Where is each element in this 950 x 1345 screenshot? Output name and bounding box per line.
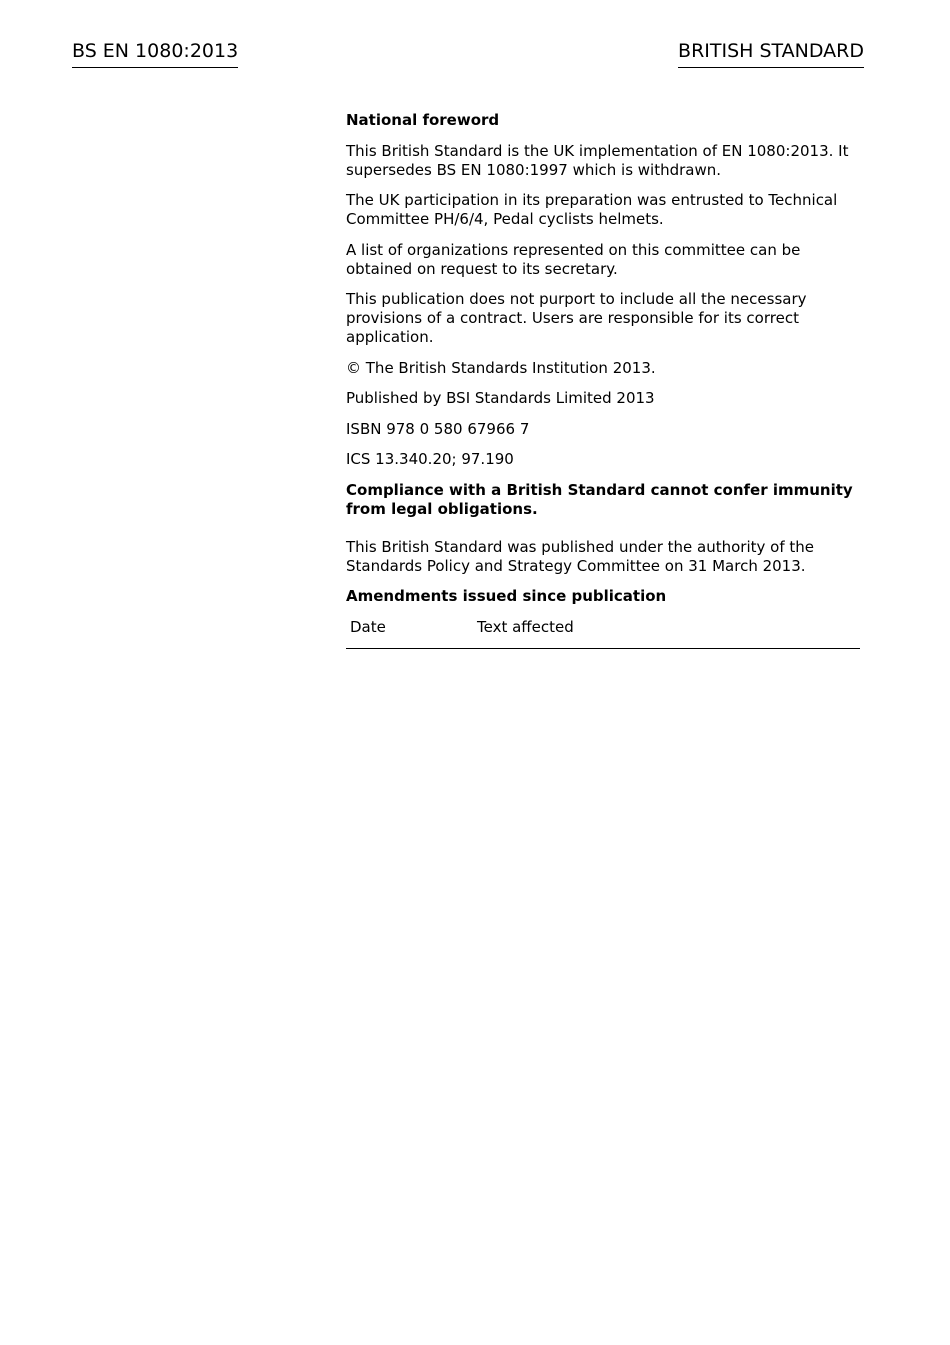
- foreword-paragraph-committee: The UK participation in its preparation was entrusted to Technical Committee PH/6/4, Pedal cyclists helmets.: [346, 191, 838, 228]
- publisher-line: Published by BSI Standards Limited 2013: [346, 389, 655, 407]
- header-doc-type: BRITISH STANDARD: [678, 38, 864, 68]
- amendments-table: [346, 618, 860, 649]
- foreword-paragraph-implementation: This British Standard is the UK implementation of EN 1080:2013. It supersedes BS EN 1080:1997 which is withdrawn.: [346, 141, 849, 179]
- amendments-column-date: Date: [346, 618, 473, 649]
- amendments-title: Amendments issued since publication: [346, 587, 667, 605]
- foreword-title: National foreword: [346, 111, 500, 129]
- amendments-header-row: [346, 618, 860, 649]
- national-foreword-section: [346, 111, 860, 649]
- foreword-paragraph-organizations: A list of organizations represented on this committee can be obtained on request to its secretary.: [346, 240, 801, 278]
- authority-statement: This British Standard was published under the authority of the Standards Policy and Strategy Committee on 31 March 2013.: [346, 537, 815, 575]
- foreword-paragraph-contract: This publication does not purport to include all the necessary provisions of a contract. Users are responsible for its correct application.: [346, 290, 807, 346]
- isbn-line: ISBN 978 0 580 67966 7: [346, 419, 530, 438]
- copyright-notice: © The British Standards Institution 2013.: [346, 358, 656, 377]
- amendments-column-text-affected: Text affected: [473, 618, 860, 649]
- compliance-notice: Compliance with a British Standard cannot confer immunity from legal obligations.: [346, 480, 853, 518]
- header-doc-id: BS EN 1080:2013: [72, 38, 238, 68]
- ics-line: ICS 13.340.20; 97.190: [346, 450, 514, 468]
